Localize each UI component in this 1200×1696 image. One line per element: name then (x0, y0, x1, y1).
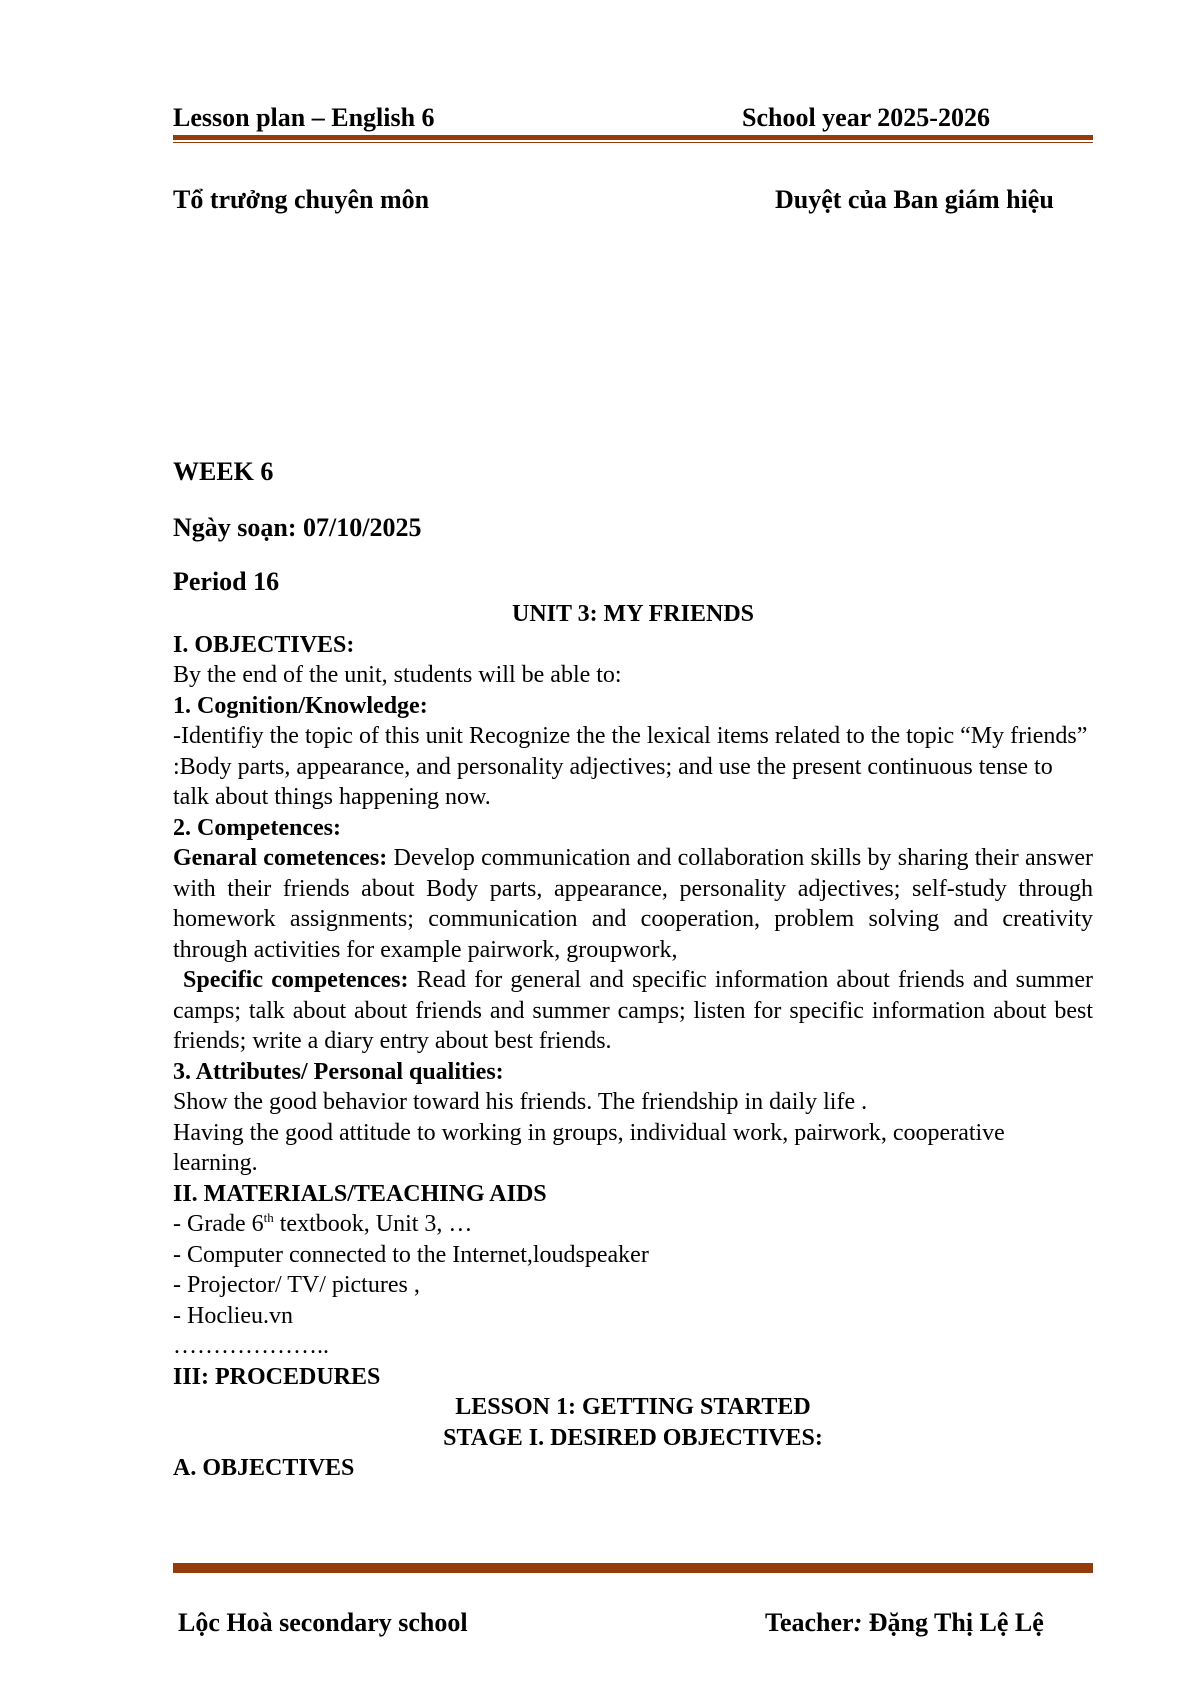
footer-teacher (765, 1608, 1044, 1638)
footer-teacher-name: Đặng Thị Lệ Lệ (862, 1608, 1044, 1637)
specific-competences (173, 965, 1093, 1057)
materials-item-2: - Computer connected to the Internet,loudspeaker (173, 1241, 649, 1268)
competences-heading: 2. Competences: (173, 814, 341, 841)
knowledge-text: -Identifiy the topic of this unit Recognize the the lexical items related to the topic “My friends” :Body parts, appearance, and personality adjectives; and use the present continuous tense to talk about things happening now. (173, 723, 1088, 810)
materials-item-3: - Projector/ TV/ pictures , (173, 1272, 420, 1298)
attributes-line-1: Show the good behavior toward his friends. The friendship in daily life . (173, 1089, 868, 1115)
footer-teacher-sep: : (853, 1608, 863, 1637)
header-rule-thin (173, 142, 1093, 143)
stage-heading: STAGE I. DESIRED OBJECTIVES: (443, 1424, 823, 1451)
approval-left: Tổ trưởng chuyên môn (173, 185, 430, 214)
lesson-title: LESSON 1: GETTING STARTED (455, 1394, 811, 1420)
specific-competences-text: Read for general and specific information about friends and summer camps; talk about about friends and summer camps; listen for specific information about best friends; write a diary entry about best friends. (173, 967, 1093, 1054)
general-competences-text: Develop communication and collaboration skills by sharing their answer with their friends about Body parts, appearance, personality adjectives; self-study through homework assignments; communication and cooperation, problem solving and creativity through activities for example pairwork, groupwork, (173, 845, 1093, 963)
procedures-heading: III: PROCEDURES (173, 1363, 381, 1390)
attributes-line-2: Having the good attitude to working in groups, individual work, pairwork, cooperative learning. (173, 1119, 1005, 1176)
date-label: Ngày soạn: 07/10/2025 (173, 513, 422, 542)
specific-competences-label: Specific competences: (183, 967, 409, 993)
footer-teacher-label: Teacher (765, 1608, 854, 1637)
materials-item-1 (173, 1209, 1093, 1240)
approval-right: Duyệt của Ban giám hiệu (775, 185, 1054, 214)
attributes-heading: 3. Attributes/ Personal qualities: (173, 1058, 504, 1085)
general-competences (173, 843, 1093, 965)
unit-title: UNIT 3: MY FRIENDS (511, 601, 754, 627)
week-label: WEEK 6 (173, 457, 274, 486)
lesson-objectives-heading: A. OBJECTIVES (173, 1455, 355, 1481)
main-content (173, 599, 1093, 1484)
materials-item-1-sup: th (263, 1210, 274, 1225)
footer-school: Lộc Hoà secondary school (178, 1608, 468, 1637)
objectives-heading: I. OBJECTIVES: (173, 631, 355, 658)
header-right: School year 2025-2026 (742, 103, 990, 132)
knowledge-heading: 1. Cognition/Knowledge: (173, 692, 428, 719)
period-label: Period 16 (173, 567, 280, 596)
materials-item-4: - Hoclieu.vn (173, 1302, 293, 1329)
header-rule-thick (173, 135, 1093, 140)
general-competences-label: Genaral cometences: (173, 845, 388, 871)
footer-rule (173, 1563, 1093, 1573)
materials-heading: II. MATERIALS/TEACHING AIDS (173, 1180, 547, 1207)
objectives-intro: By the end of the unit, students will be able to: (173, 662, 622, 688)
header-left: Lesson plan – English 6 (173, 103, 435, 132)
materials-dots: ……………….. (173, 1333, 329, 1359)
materials-item-1-pre: - Grade 6 (173, 1211, 264, 1237)
materials-item-1-post: textbook, Unit 3, … (273, 1211, 473, 1237)
